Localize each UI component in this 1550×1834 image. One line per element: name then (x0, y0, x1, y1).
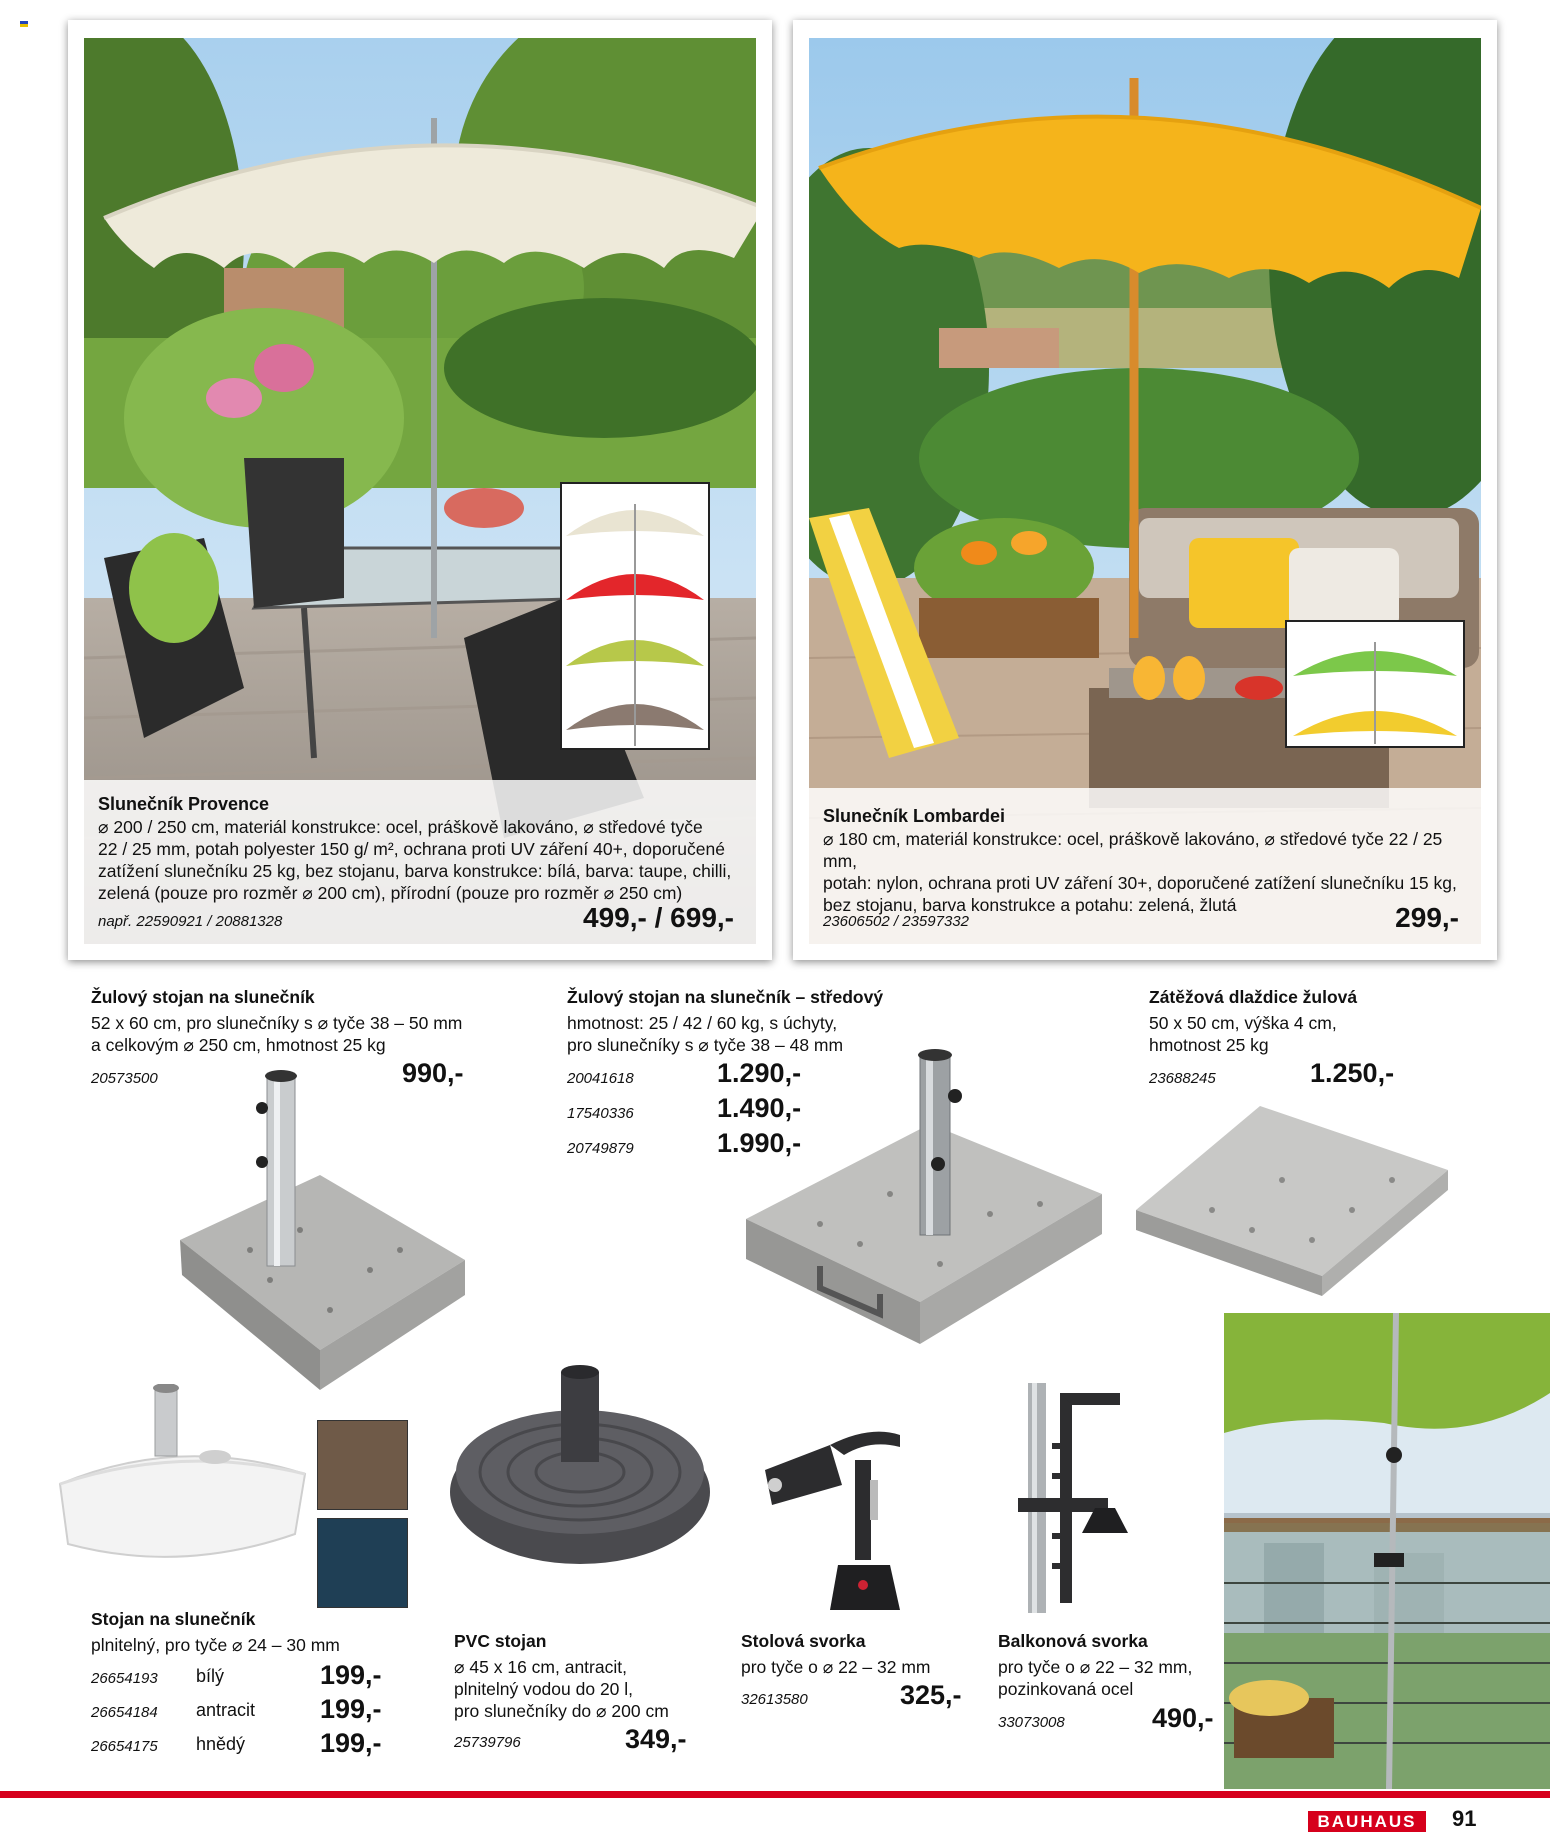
fillable-stand-color-2: antracit (196, 1700, 256, 1720)
provence-desc-1: ⌀ 200 / 250 cm, materiál konstrukce: ocel, práškově lakováno, ⌀ středové tyče (98, 817, 703, 837)
balcony-clamp-desc-2: pozinkovaná ocel (998, 1679, 1134, 1699)
fillable-stand-swatch-brown (317, 1420, 408, 1510)
corner-flag-icon (20, 21, 28, 27)
granite-center-name: Žulový stojan na slunečník – středový (567, 987, 884, 1007)
pvc-stand-desc-3: pro slunečníky do ⌀ 200 cm (454, 1701, 669, 1721)
tile-code: 23688245 (1149, 1070, 1216, 1087)
provence-desc-3: zatížení slunečníku 25 kg, bez stojanu, barva konstrukce: bílá, barva: taupe, chilli, (98, 861, 732, 881)
table-clamp-price: 325,- (900, 1680, 962, 1710)
provence-caption (84, 780, 756, 944)
pvc-stand-image (445, 1362, 715, 1572)
provence-swatch-umbrellas (562, 484, 708, 748)
fillable-stand-code-1: 26654193 (91, 1670, 158, 1687)
granite-center-price-2: 1.490,- (717, 1093, 802, 1123)
lombardei-card (793, 20, 1497, 960)
provence-color-swatches (560, 482, 710, 750)
balcony-clamp-desc-1: pro tyče o ⌀ 22 – 32 mm, (998, 1657, 1193, 1677)
provence-desc-4: zelená (pouze pro rozměr ⌀ 200 cm), přírodní (pouze pro rozměr ⌀ 250 cm) (98, 883, 683, 903)
lombardei-price: 299,- (1395, 902, 1459, 933)
granite-stand-name: Žulový stojan na slunečník (91, 987, 315, 1007)
table-clamp-image (760, 1425, 920, 1615)
table-clamp-code: 32613580 (741, 1691, 808, 1708)
balcony-clamp-code: 33073008 (998, 1714, 1065, 1731)
provence-price: 499,- / 699,- (583, 902, 734, 933)
granite-center-code-2: 17540336 (567, 1105, 634, 1122)
table-clamp-name: Stolová svorka (741, 1631, 866, 1651)
balcony-clamp-name: Balkonová svorka (998, 1631, 1148, 1651)
granite-center-price-1: 1.290,- (717, 1058, 802, 1088)
page-number: 91 (1452, 1806, 1477, 1831)
lombardei-codes: 23606502 / 23597332 (823, 913, 969, 930)
granite-center-price-3: 1.990,- (717, 1128, 802, 1158)
granite-stand-desc-1: 52 x 60 cm, pro slunečníky s ⌀ tyče 38 – 50 mm (91, 1013, 463, 1033)
granite-center-desc-1: hmotnost: 25 / 42 / 60 kg, s úchyty, (567, 1013, 838, 1033)
balcony-clamp-price: 490,- (1152, 1703, 1214, 1733)
lombardei-color-swatches (1285, 620, 1465, 748)
granite-stand-text (91, 986, 471, 1056)
granite-stand-code: 20573500 (91, 1070, 158, 1087)
lombardei-desc-3: bez stojanu, barva konstrukce a potahu: zelená, žlutá (823, 895, 1237, 915)
table-clamp-text (741, 1630, 981, 1678)
fillable-stand-text (91, 1608, 411, 1656)
granite-center-image (740, 1044, 1110, 1384)
tile-image (1132, 1100, 1452, 1300)
lombardei-desc-1: ⌀ 180 cm, materiál konstrukce: ocel, práškově lakováno, ⌀ středové tyče 22 / 25 mm, (823, 829, 1443, 871)
pvc-stand-price: 349,- (625, 1724, 687, 1754)
balcony-clamp-text (998, 1630, 1238, 1700)
fillable-stand-code-3: 26654175 (91, 1738, 158, 1755)
fillable-stand-price-3: 199,- (320, 1728, 382, 1758)
pvc-stand-text (454, 1630, 754, 1722)
lombardei-name: Slunečník Lombardei (823, 806, 1006, 826)
fillable-stand-row-3 (91, 1728, 391, 1760)
footer-red-bar (0, 1791, 1550, 1798)
granite-center-desc-2: pro slunečníky s ⌀ tyče 38 – 48 mm (567, 1035, 844, 1055)
fillable-stand-color-3: hnědý (196, 1734, 246, 1754)
provence-desc-2: 22 / 25 mm, potah polyester 150 g/ m², ochrana proti UV záření 40+, doporučené (98, 839, 725, 859)
tile-price: 1.250,- (1310, 1058, 1395, 1088)
fillable-stand-image (50, 1384, 320, 1574)
lombardei-desc-2: potah: nylon, ochrana proti UV záření 30+, doporučené zatížení slunečníku 15 kg, (823, 873, 1457, 893)
fillable-stand-price-1: 199,- (320, 1660, 382, 1690)
bauhaus-logo: BAUHAUS (1308, 1811, 1426, 1832)
granite-stand-price: 990,- (402, 1058, 464, 1088)
pvc-stand-desc-1: ⌀ 45 x 16 cm, antracit, (454, 1657, 627, 1677)
provence-codes: např. 22590921 / 20881328 (98, 913, 283, 930)
lombardei-caption (809, 788, 1481, 944)
pvc-stand-code: 25739796 (454, 1734, 521, 1751)
granite-stand-image (170, 1060, 470, 1400)
fillable-stand-desc-1: plnitelný, pro tyče ⌀ 24 – 30 mm (91, 1635, 340, 1655)
granite-stand-desc-2: a celkovým ⌀ 250 cm, hmotnost 25 kg (91, 1035, 386, 1055)
tile-text (1149, 986, 1529, 1056)
balcony-photo (1224, 1313, 1550, 1789)
fillable-stand-price-2: 199,- (320, 1694, 382, 1724)
tile-desc-2: hmotnost 25 kg (1149, 1035, 1269, 1055)
granite-center-code-1: 20041618 (567, 1070, 634, 1087)
tile-desc-1: 50 x 50 cm, výška 4 cm, (1149, 1013, 1337, 1033)
fillable-stand-swatch-anthracite (317, 1518, 408, 1608)
balcony-clamp-image (1000, 1383, 1140, 1613)
provence-name: Slunečník Provence (98, 794, 270, 814)
fillable-stand-name: Stojan na slunečník (91, 1609, 256, 1629)
pvc-stand-name: PVC stojan (454, 1631, 547, 1651)
table-clamp-desc-1: pro tyče o ⌀ 22 – 32 mm (741, 1657, 931, 1677)
fillable-stand-row-2 (91, 1694, 391, 1726)
fillable-stand-row-1 (91, 1660, 391, 1692)
pvc-stand-desc-2: plnitelný vodou do 20 l, (454, 1679, 634, 1699)
granite-center-code-3: 20749879 (567, 1140, 634, 1157)
lombardei-swatch-umbrellas (1287, 622, 1463, 746)
fillable-stand-code-2: 26654184 (91, 1704, 158, 1721)
fillable-stand-color-1: bílý (196, 1666, 225, 1686)
provence-card (68, 20, 772, 960)
tile-name: Zátěžová dlaždice žulová (1149, 987, 1358, 1007)
